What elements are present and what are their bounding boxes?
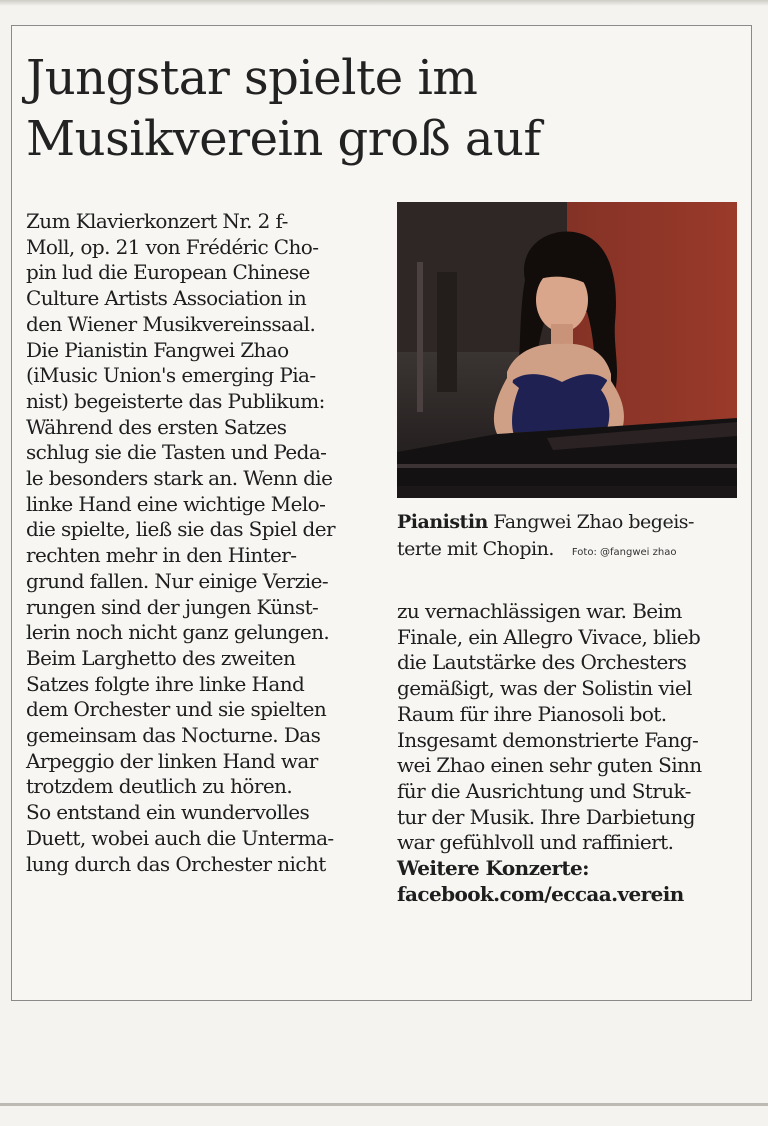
caption-bold-word: Pianistin — [397, 511, 488, 533]
body-line: Duett, wobei auch die Unterma- — [26, 825, 334, 850]
body-line: nist) begeisterte das Publikum: — [26, 388, 325, 413]
body-line: die spielte, ließ sie das Spiel der — [26, 517, 335, 542]
body-line: dem Orchester und sie spielten — [26, 697, 327, 722]
pianist-photo — [397, 202, 737, 498]
top-scan-edge — [0, 0, 768, 6]
body-line: lung durch das Orchester nicht — [26, 851, 326, 876]
headline-line-1: Jungstar spielte im — [26, 50, 478, 106]
pianist-photo-illustration — [397, 202, 737, 498]
bottom-scan-edge — [0, 1103, 768, 1106]
body-line: Finale, ein Allegro Vivace, blieb — [397, 624, 701, 649]
body-line: gemeinsam das Nocturne. Das — [26, 723, 321, 748]
body-line: für die Ausrichtung und Struk- — [397, 778, 691, 803]
body-line: den Wiener Musikvereinssaal. — [26, 311, 316, 336]
body-line: Satzes folgte ihre linke Hand — [26, 671, 305, 696]
body-line: (iMusic Union's emerging Pia- — [26, 363, 316, 388]
body-line: tur der Musik. Ihre Darbietung — [397, 804, 695, 829]
facebook-link[interactable]: facebook.com/eccaa.verein — [397, 881, 684, 906]
body-line: grund fallen. Nur einige Verzie- — [26, 568, 328, 593]
body-line: Insgesamt demonstrierte Fang- — [397, 727, 699, 752]
article-frame — [11, 25, 752, 1001]
body-line: trotzdem deutlich zu hören. — [26, 774, 293, 799]
body-line: schlug sie die Tasten und Peda- — [26, 440, 327, 465]
body-line: linke Hand eine wichtige Melo- — [26, 491, 326, 516]
body-line: wei Zhao einen sehr guten Sinn — [397, 753, 702, 778]
body-line: Zum Klavierkonzert Nr. 2 f- — [26, 209, 288, 233]
right-column — [397, 599, 739, 907]
body-line: rechten mehr in den Hinter- — [26, 543, 297, 568]
photo-caption — [397, 509, 739, 566]
body-line: Die Pianistin Fangwei Zhao — [26, 337, 289, 362]
body-line: So entstand ein wundervolles — [26, 800, 310, 825]
photo-credit: Foto: @fangwei zhao — [571, 547, 677, 558]
body-line: die Lautstärke des Orchesters — [397, 650, 687, 675]
body-line: zu vernachlässigen war. Beim — [397, 599, 682, 623]
body-line: Arpeggio der linken Hand war — [26, 748, 318, 773]
body-line: Culture Artists Association in — [26, 286, 307, 311]
body-line: Beim Larghetto des zweiten — [26, 645, 296, 670]
headline-line-2: Musikverein groß auf — [26, 111, 541, 167]
more-concerts-label: Weitere Konzerte: — [397, 856, 589, 881]
caption-text-line-2: terte mit Chopin. — [397, 538, 554, 560]
body-line: Während des ersten Satzes — [26, 414, 287, 439]
body-line: lerin noch nicht ganz gelungen. — [26, 620, 330, 645]
headline — [26, 48, 736, 170]
body-line: Raum für ihre Pianosoli bot. — [397, 701, 667, 726]
body-line: gemäßigt, was der Solistin viel — [397, 676, 692, 701]
left-column — [26, 209, 369, 877]
body-line: pin lud die European Chinese — [26, 260, 310, 285]
caption-text: Fangwei Zhao begeis- — [487, 511, 694, 533]
body-line: le besonders stark an. Wenn die — [26, 466, 333, 491]
body-line: Moll, op. 21 von Frédéric Cho- — [26, 234, 319, 259]
body-line: rungen sind der jungen Künst- — [26, 594, 319, 619]
body-line: war gefühlvoll und raffiniert. — [397, 830, 674, 855]
